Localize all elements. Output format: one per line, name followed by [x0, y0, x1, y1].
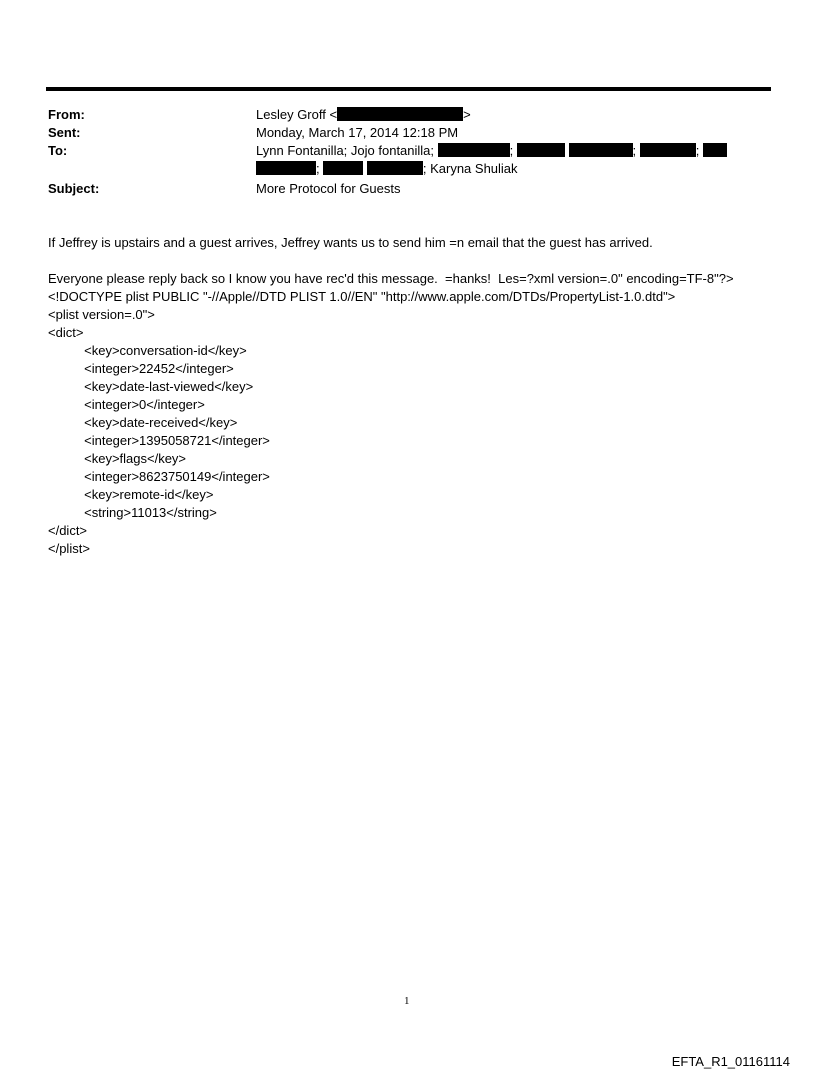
plist-line: <integer>8623750149</integer> — [48, 469, 270, 484]
to-label: To: — [48, 143, 68, 158]
redaction-block — [323, 161, 363, 175]
subject-value: More Protocol for Guests — [256, 181, 401, 196]
plist-line: <key>date-received</key> — [48, 415, 238, 430]
redaction-block — [703, 143, 727, 157]
plist-line: <integer>1395058721</integer> — [48, 433, 270, 448]
header-rule — [46, 87, 771, 91]
document-id: EFTA_R1_01161114 — [671, 1054, 790, 1069]
redaction-block — [337, 107, 463, 121]
from-name: Lesley Groff < — [256, 107, 338, 122]
sent-value: Monday, March 17, 2014 12:18 PM — [256, 125, 459, 140]
body-paragraph-2: Everyone please reply back so I know you have rec'd this message. =hanks! Les=?xml version=.0" encoding=TF-8"?> — [48, 271, 734, 286]
plist-line: </dict> — [48, 523, 88, 538]
from-value — [256, 106, 471, 124]
plist-line: <key>flags</key> — [48, 451, 187, 466]
to-line-2: ; ; Karyna Shuliak — [256, 160, 518, 178]
to-names: Lynn Fontanilla; Jojo fontanilla; — [256, 143, 435, 158]
plist-line: <string>11013</string> — [48, 505, 217, 520]
sent-label: Sent: — [48, 125, 81, 140]
from-close: > — [463, 107, 471, 122]
plist-line: <key>date-last-viewed</key> — [48, 379, 254, 394]
redaction-block — [438, 143, 510, 157]
from-label: From: — [48, 107, 85, 122]
plist-line: <dict> — [48, 325, 84, 340]
body-paragraph-1: If Jeffrey is upstairs and a guest arrives, Jeffrey wants us to send him =n email that the guest has arrived. — [48, 235, 653, 250]
redaction-block — [569, 143, 633, 157]
plist-line: <!DOCTYPE plist PUBLIC "-//Apple//DTD PLIST 1.0//EN" "http://www.apple.com/DTDs/PropertyList-1.0.dtd"> — [48, 289, 676, 304]
to-tail: ; Karyna Shuliak — [422, 161, 518, 176]
page-number: 1 — [404, 995, 410, 1007]
plist-line: <plist version=.0"> — [48, 307, 155, 322]
plist-line: <key>conversation-id</key> — [48, 343, 247, 358]
plist-line: <integer>22452</integer> — [48, 361, 234, 376]
redaction-block — [256, 161, 316, 175]
subject-label: Subject: — [48, 181, 100, 196]
redaction-block — [640, 143, 696, 157]
plist-line: </plist> — [48, 541, 90, 556]
plist-line: <key>remote-id</key> — [48, 487, 214, 502]
to-line-1: Lynn Fontanilla; Jojo fontanilla; ; ; ; — [256, 142, 727, 160]
redaction-block — [517, 143, 565, 157]
plist-line: <integer>0</integer> — [48, 397, 205, 412]
redaction-block — [367, 161, 423, 175]
